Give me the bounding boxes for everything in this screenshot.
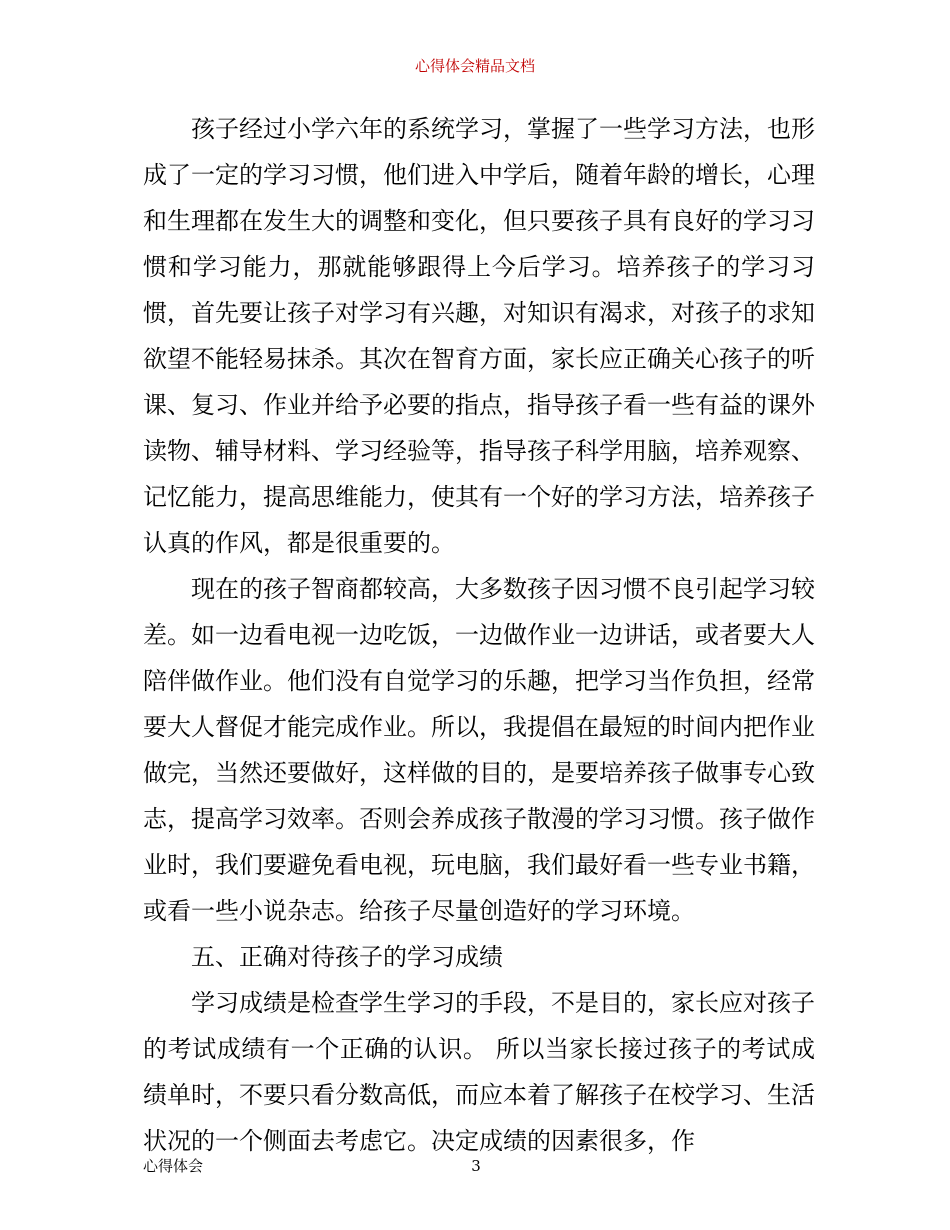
- document-body: [143, 106, 815, 1164]
- section-heading-grades: 五、正确对待孩子的学习成绩: [191, 943, 503, 971]
- page-number: 3: [471, 1157, 481, 1175]
- paragraph-grades: 学习成绩是检查学生学习的手段，不是目的，家长应对孩子的考试成绩有一个正确的认识。 所以当家长接过孩子的考试成绩单时，不要只看分数高低，而应本着了解孩子在校学习、生活状况的一个侧面去考虑它。决定成绩的因素很多，作: [143, 989, 815, 1155]
- page-header-title: 心得体会精品文档: [414, 57, 535, 75]
- paragraph-study-habits: 孩子经过小学六年的系统学习，掌握了一些学习方法，也形成了一定的学习习惯，他们进入中学后，随着年龄的增长，心理和生理都在发生大的调整和变化，但只要孩子具有良好的学习习惯和学习能力，那就能够跟得上今后学习。培养孩子的学习习惯，首先要让孩子对学习有兴趣，对知识有渴求，对孩子的求知欲望不能轻易抹杀。其次在智育方面，家长应正确关心孩子的听课、复习、作业并给予必要的指点，指导孩子看一些有益的课外读物、辅导材料、学习经验等，指导孩子科学用脑，培养观察、记忆能力，提高思维能力，使其有一个好的学习方法，培养孩子认真的作风，都是很重要的。: [143, 115, 815, 557]
- paragraph-efficiency: 现在的孩子智商都较高，大多数孩子因习惯不良引起学习较差。如一边看电视一边吃饭，一边做作业一边讲话，或者要大人陪伴做作业。他们没有自觉学习的乐趣，把学习当作负担，经常要大人督促才能完成作业。所以，我提倡在最短的时间内把作业做完，当然还要做好，这样做的目的，是要培养孩子做事专心致志，提高学习效率。否则会养成孩子散漫的学习习惯。孩子做作业时，我们要避免看电视，玩电脑，我们最好看一些专业书籍，或看一些小说杂志。给孩子尽量创造好的学习环境。: [143, 575, 815, 925]
- footer-label: 心得体会: [143, 1157, 204, 1175]
